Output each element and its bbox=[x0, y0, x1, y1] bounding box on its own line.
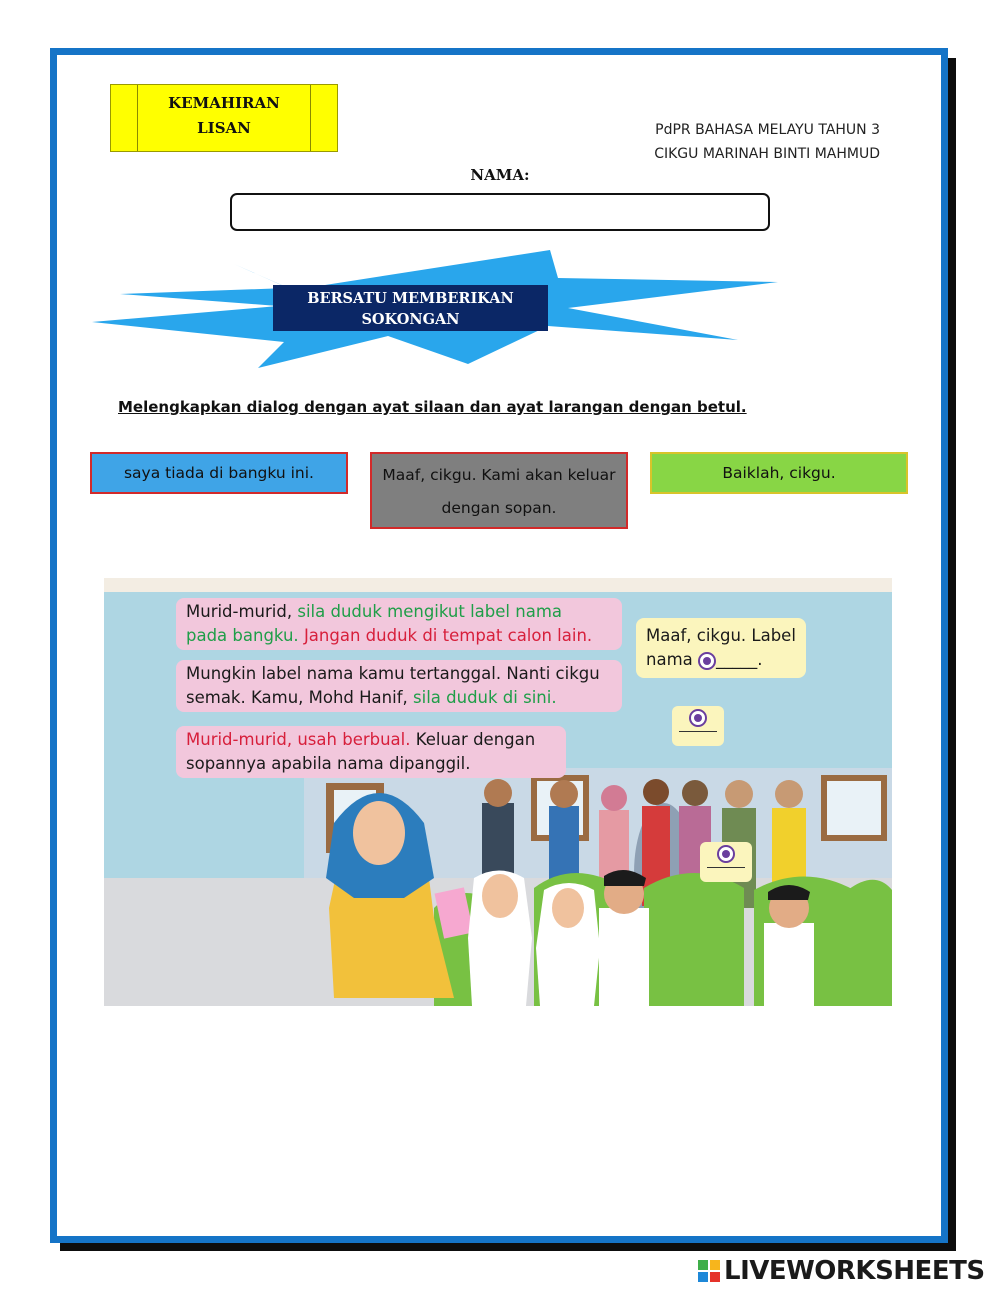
teacher-bubble-3: Murid-murid, usah berbual. Keluar dengan sopannya apabila nama dipanggil. bbox=[176, 726, 566, 778]
course-line: PdPR BAHASA MELAYU TAHUN 3 bbox=[655, 122, 880, 138]
answer-choice-2[interactable]: Maaf, cikgu. Kami akan keluar dengan sopan. bbox=[370, 452, 628, 529]
lesson-title: BERSATU MEMBERIKAN SOKONGAN bbox=[273, 285, 548, 331]
worksheet-header bbox=[654, 118, 880, 166]
classroom-illustration bbox=[104, 578, 892, 1006]
speaker-icon[interactable] bbox=[698, 652, 716, 670]
answer-blank-2[interactable] bbox=[700, 842, 752, 882]
skill-label: KEMAHIRAN LISAN bbox=[168, 94, 280, 137]
logo-icon bbox=[698, 1260, 720, 1282]
speaker-icon[interactable] bbox=[717, 845, 735, 863]
answer-choice-1[interactable]: saya tiada di bangku ini. bbox=[90, 452, 348, 494]
speaker-icon[interactable] bbox=[689, 709, 707, 727]
answer-choice-3[interactable]: Baiklah, cikgu. bbox=[650, 452, 908, 494]
instruction-text: Melengkapkan dialog dengan ayat silaan dan ayat larangan dengan betul. bbox=[118, 398, 747, 416]
name-label: NAMA: bbox=[470, 166, 530, 184]
answer-blank-1[interactable] bbox=[672, 706, 724, 746]
skill-label-box bbox=[110, 84, 338, 152]
name-input[interactable] bbox=[230, 193, 770, 231]
teacher-line: CIKGU MARINAH BINTI MAHMUD bbox=[654, 146, 880, 162]
liveworksheets-logo bbox=[698, 1258, 985, 1284]
teacher-bubble-2: Mungkin label nama kamu tertanggal. Nanti cikgu semak. Kamu, Mohd Hanif, sila duduk di sini. bbox=[176, 660, 622, 712]
teacher-bubble-1: Murid-murid, sila duduk mengikut label nama pada bangku. Jangan duduk di tempat calon lain. bbox=[176, 598, 622, 650]
logo-text: LIVEWORKSHEETS bbox=[724, 1256, 985, 1286]
student-bubble: Maaf, cikgu. Label nama _____. bbox=[636, 618, 806, 678]
